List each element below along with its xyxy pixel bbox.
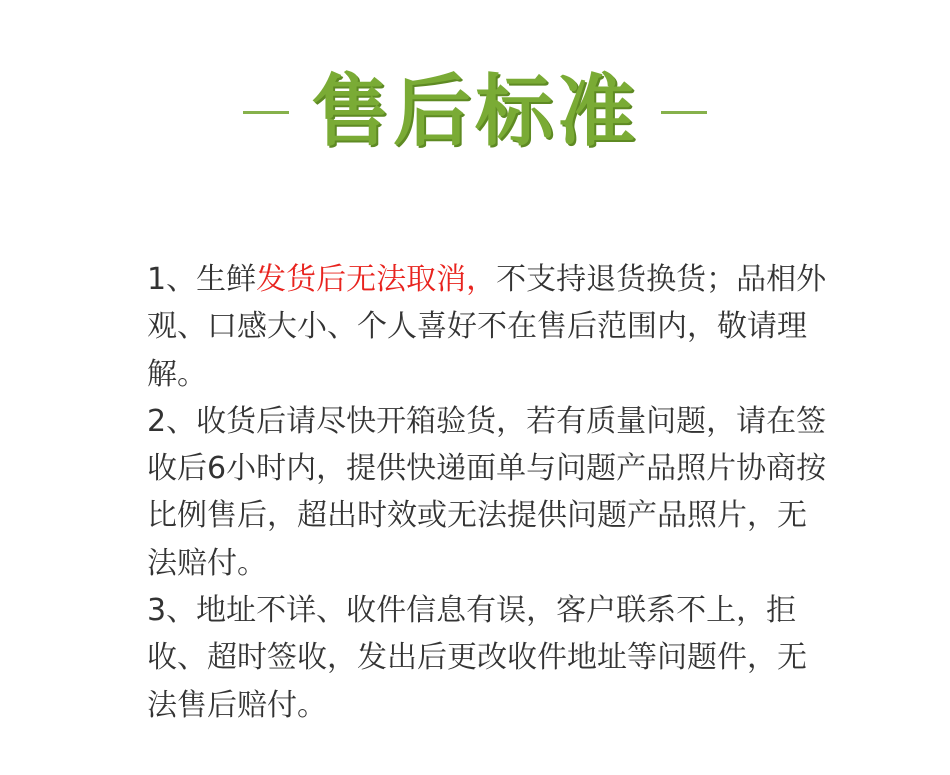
policy-item-1-prefix: 1、生鲜 bbox=[147, 262, 257, 297]
page-title: 售后标准 bbox=[310, 67, 639, 157]
title-left-divider bbox=[243, 111, 289, 114]
policy-content bbox=[147, 256, 827, 729]
title-right-divider bbox=[661, 111, 707, 114]
policy-item-1-highlight: 发货后无法取消， bbox=[256, 262, 497, 297]
policy-item-1 bbox=[147, 256, 827, 398]
title-row bbox=[0, 62, 950, 162]
policy-item-1-text: 不支持退货换货；品相外观、口感大小、个人喜好不在售后范围内，敬请理解。 bbox=[147, 262, 827, 392]
policy-item-3: 3、地址不详、收件信息有误，客户联系不上，拒收、超时签收，发出后更改收件地址等问题件，无法售后赔付。 bbox=[147, 593, 807, 723]
policy-item-2: 2、收货后请尽快开箱验货，若有质量问题，请在签收后6小时内，提供快递面单与问题产品照片协商按比例售后，超出时效或无法提供问题产品照片，无法赔付。 bbox=[147, 403, 827, 581]
